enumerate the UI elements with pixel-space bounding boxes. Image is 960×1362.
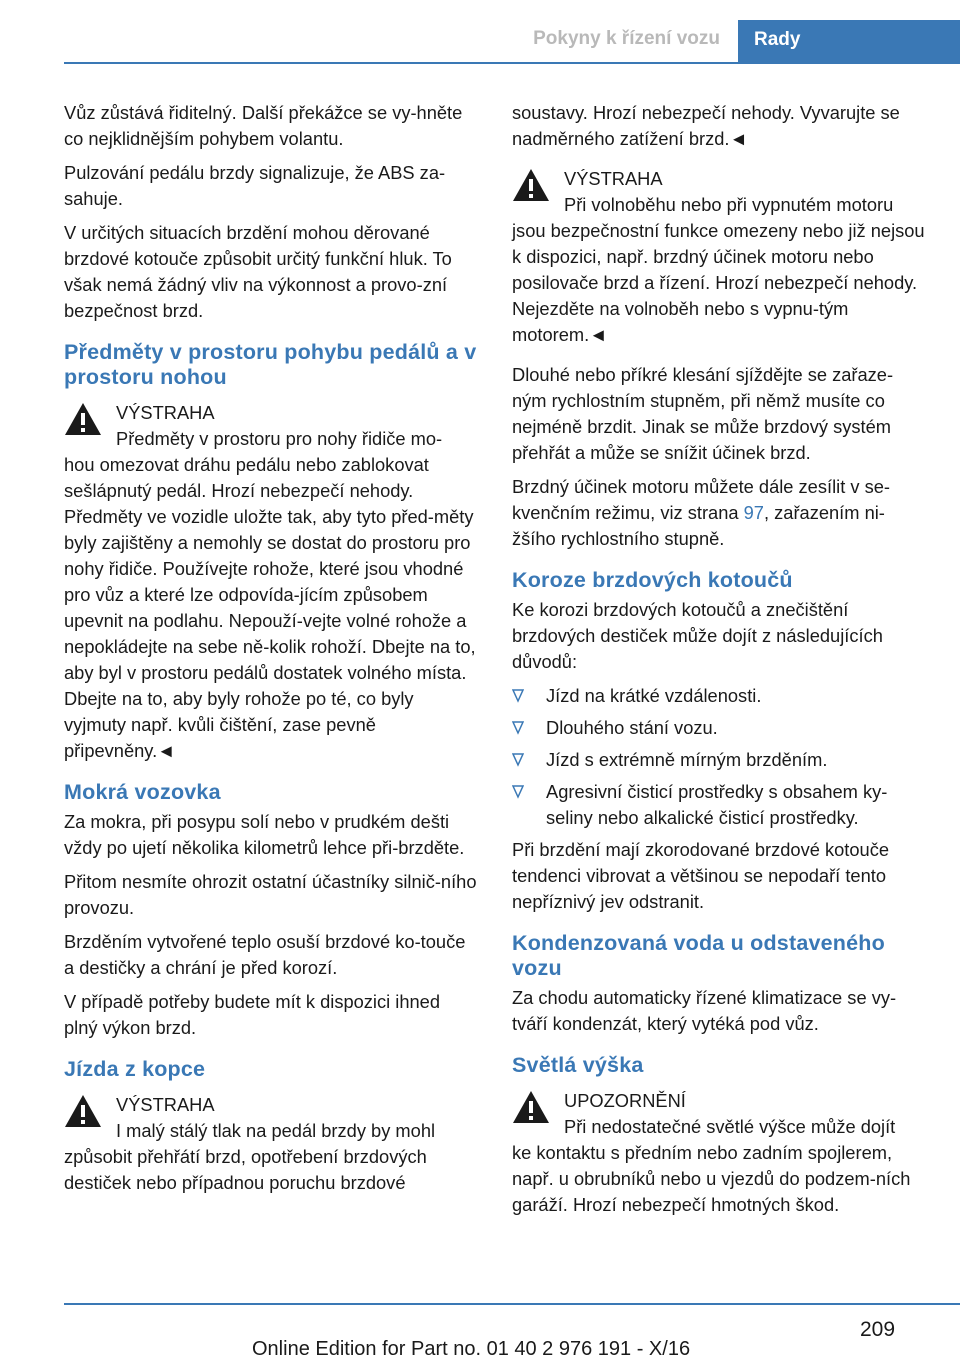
header-section-title: Pokyny k řízení vozu xyxy=(533,28,720,49)
warning-title: VÝSTRAHA xyxy=(116,402,215,423)
triangle-bullet-icon xyxy=(512,753,524,767)
header-tab: Rady xyxy=(738,20,960,62)
list-item-text: Jízd s extrémně mírným brzděním. xyxy=(546,749,828,770)
warning-text: I malý stálý tlak na pedál brzdy by mohl xyxy=(116,1120,436,1141)
list-item-text: Dlouhého stání vozu. xyxy=(546,717,718,738)
paragraph: V případě potřeby budete mít k dispozici ihned plný výkon brzd. xyxy=(64,991,441,1038)
paragraph: Pulzování pedálu brzdy signalizuje, že ABS za-sahuje. xyxy=(64,162,446,209)
triangle-bullet-icon xyxy=(512,785,524,799)
warning-icon xyxy=(64,1094,102,1128)
warning-title: VÝSTRAHA xyxy=(564,168,663,189)
paragraph: V určitých situacích brzdění mohou děrované brzdové kotouče způsobit určitý funkční hluk. To však nemá žádný vliv na výkonnost a provo-zní bezpečnost brzd. xyxy=(64,222,452,321)
warning-text: způsobit přehřátí brzd, opotřebení brzdových destiček nebo případnou poruchu brzdové xyxy=(64,1146,427,1193)
section-heading-objects: Předměty v prostoru pohybu pedálů a v prostoru nohou xyxy=(64,340,477,389)
page-link[interactable]: 97 xyxy=(743,502,764,523)
warning-block xyxy=(64,1092,478,1196)
notice-text: Při nedostatečné světlé výšce může dojít xyxy=(564,1116,896,1137)
list-item xyxy=(512,715,926,741)
paragraph: Za mokra, při posypu solí nebo v prudkém dešti vždy po ujetí několika kilometrů lehce při-brzděte. xyxy=(64,811,465,858)
paragraph-text: , zařazením ni-žšího rychlostního stupně. xyxy=(512,502,885,549)
paragraph: Brzděním vytvořené teplo osuší brzdové ko-touče a destičky a chrání je před korozí. xyxy=(64,931,466,978)
warning-block xyxy=(512,1088,926,1218)
list-item-text: Agresivní čisticí prostředky s obsahem ky-seliny nebo alkalické čisticí prostředky. xyxy=(546,781,888,828)
warning-text: Při volnoběhu nebo při vypnutém motoru xyxy=(564,194,894,215)
paragraph: soustavy. Hrozí nebezpečí nehody. Vyvarujte se nadměrného zatížení brzd.◄ xyxy=(512,102,900,149)
paragraph: Při brzdění mají zkorodované brzdové kotouče tendenci vibrovat a většinou se nepodaří tento nepříznivý jev odstranit. xyxy=(512,839,889,912)
section-heading-corrosion: Koroze brzdových kotoučů xyxy=(512,568,793,592)
footer-rule xyxy=(64,1303,960,1305)
warning-text: Předměty v prostoru pro nohy řidiče mo- xyxy=(116,428,443,449)
notice-title: UPOZORNĚNÍ xyxy=(564,1090,686,1111)
triangle-bullet-icon xyxy=(512,721,524,735)
warning-text: jsou bezpečnostní funkce omezeny nebo již nejsou k dispozici, např. brzdný účinek motoru nebo posilovače brzd a řízení. Hrozí nebezpečí nehody. Nejezděte na volnoběh nebo s vypnu-tým motorem.◄ xyxy=(512,220,925,345)
paragraph: Ke korozi brzdových kotoučů a znečištění brzdových destiček může dojít z následujících důvodů: xyxy=(512,599,883,672)
list-item xyxy=(512,747,926,773)
paragraph: Přitom nesmíte ohrozit ostatní účastníky silnič-ního provozu. xyxy=(64,871,477,918)
warning-text: hou omezovat dráhu pedálu nebo zablokovat sešlápnutý pedál. Hrozí nebezpečí nehody. Předměty ve vozidle uložte tak, aby tyto před-měty byly zajištěny a nemohly se dostat do prostoru pro nohy řidiče. Používejte rohože, které jsou vhodné pro vůz a které lze odpovída-jícím způsobem upevnit na podlahu. Nepouží-vejte volné rohože a nepokládejte na sebe ně-kolik rohoží. Dbejte na to, aby byl v prostoru pedálů dostatek volného místa. Dbejte na to, aby byly rohože po té, co byly vyjmuty např. kvůli čištění, zase pevně připevněny.◄ xyxy=(64,454,476,761)
header-rule xyxy=(64,62,960,64)
section-heading-clearance: Světlá výška xyxy=(512,1053,644,1077)
triangle-bullet-icon xyxy=(512,689,524,703)
warning-icon xyxy=(512,168,550,202)
paragraph: Dlouhé nebo příkré klesání sjíždějte se zařaze-ným rychlostním stupněm, při němž musíte co nejméně brzdit. Jinak se může brzdový systém přehřát a může se snížit účinek brzd. xyxy=(512,364,894,463)
section-heading-condensate: Kondenzovaná voda u odstaveného vozu xyxy=(512,931,885,980)
warning-block xyxy=(512,166,926,348)
list-item-text: Jízd na krátké vzdálenosti. xyxy=(546,685,762,706)
warning-icon xyxy=(64,402,102,436)
section-heading-wet-road: Mokrá vozovka xyxy=(64,780,221,804)
list-item xyxy=(512,779,926,831)
page-number: 209 xyxy=(860,1318,896,1341)
paragraph: Za chodu automaticky řízené klimatizace se vy-tváří kondenzát, který vytéká pod vůz. xyxy=(512,987,897,1034)
warning-block xyxy=(64,400,478,764)
bullet-list xyxy=(512,683,926,831)
list-item xyxy=(512,683,926,709)
left-column xyxy=(64,100,478,1205)
section-heading-downhill: Jízda z kopce xyxy=(64,1057,206,1081)
notice-text: ke kontaktu s předním nebo zadním spojlerem, např. u obrubníků nebo u vjezdů do podzem-ních garáží. Hrozí nebezpečí hmotných škod. xyxy=(512,1142,911,1215)
warning-title: VÝSTRAHA xyxy=(116,1094,215,1115)
right-column xyxy=(512,100,926,1227)
paragraph xyxy=(512,474,926,552)
paragraph: Vůz zůstává řiditelný. Další překážce se vy-hněte co nejklidnějším pohybem volantu. xyxy=(64,102,463,149)
paragraph-text: Brzdný účinek motoru můžete dále zesílit v se-kvenčním režimu, viz strana xyxy=(512,476,890,523)
warning-icon xyxy=(512,1090,550,1124)
edition-footer: Online Edition for Part no. 01 40 2 976 191 - X/16 xyxy=(252,1338,691,1360)
